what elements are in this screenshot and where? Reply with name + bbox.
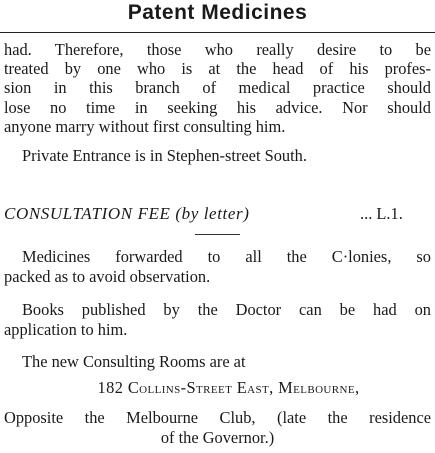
rooms-opposite-line-1: Opposite the Melbourne Club, (late the residence bbox=[4, 408, 431, 427]
consultation-fee-amount: ... L.1. bbox=[360, 204, 403, 223]
paragraph-3-line-2: application to him. bbox=[4, 320, 128, 339]
private-entrance-text: Private Entrance is in Stephen-street South. bbox=[22, 146, 307, 165]
section-header bbox=[0, 0, 435, 33]
paragraph-2-line-2: packed as to avoid observation. bbox=[4, 267, 211, 286]
divider-rule bbox=[195, 234, 240, 235]
paragraph-2-line-1: Medicines forwarded to all the C·lonies, so bbox=[22, 247, 431, 266]
paragraph-1-line-2: treated by one who is at the head of his profes- bbox=[4, 59, 431, 78]
paragraph-1-line-1: had. Therefore, those who really desire to be bbox=[4, 40, 431, 59]
paragraph-1-line-3: sion in this branch of medical practice should bbox=[4, 78, 431, 97]
rooms-address: 182 Collins-Street East, Melbourne, bbox=[97, 378, 360, 397]
paragraph-1-line-5: anyone marry without first consulting him. bbox=[4, 117, 286, 136]
consultation-fee-label: CONSULTATION FEE (by letter) bbox=[4, 204, 250, 223]
rooms-opposite-line-2: of the Governor.) bbox=[160, 428, 275, 447]
paragraph-3-line-1: Books published by the Doctor can be had on bbox=[22, 300, 431, 319]
section-title: Patent Medicines bbox=[127, 1, 308, 24]
rooms-intro: The new Consulting Rooms are at bbox=[22, 352, 246, 371]
paragraph-1-line-4: lose no time in seeking his advice. Nor should bbox=[4, 98, 431, 117]
